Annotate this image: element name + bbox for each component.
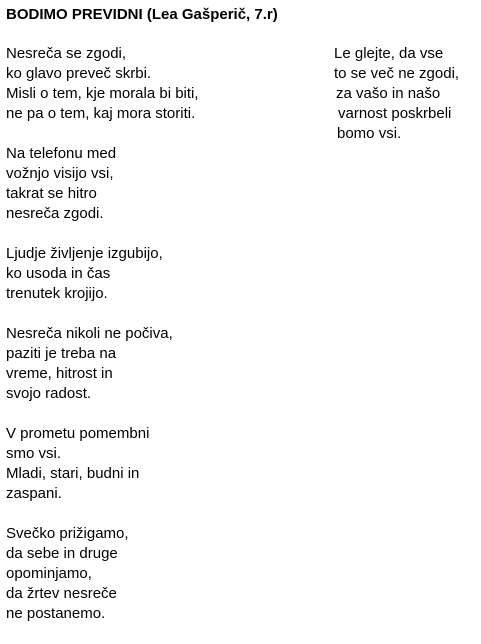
poem-line: Mladi, stari, budni in	[6, 465, 140, 482]
poem-line: Ljudje življenje izgubijo,	[6, 245, 163, 262]
poem-line: V prometu pomembni	[6, 425, 150, 442]
poem-line: Nesreča se zgodi,	[6, 45, 127, 62]
poem-line: trenutek krojijo.	[6, 285, 108, 302]
stanza-7	[334, 44, 479, 144]
poem-line: to se več ne zgodi,	[334, 65, 460, 82]
poem-line: vožnjo visijo vsi,	[6, 165, 114, 182]
poem-line: opominjamo,	[6, 565, 92, 582]
stanza-2	[6, 144, 326, 224]
poem-line: Na telefonu med	[6, 145, 117, 162]
poem-line: Le glejte, da vse	[334, 45, 444, 62]
stanza-1	[6, 44, 326, 124]
poem-right-column	[334, 44, 479, 164]
poem-title: BODIMO PREVIDNI (Lea Gašperič, 7.r)	[6, 6, 278, 23]
poem-line: zaspani.	[6, 485, 62, 502]
poem-line: takrat se hitro	[6, 185, 97, 202]
poem-line: da sebe in druge	[6, 545, 118, 562]
poem-line: ne postanemo.	[6, 605, 106, 622]
stanza-4	[6, 324, 326, 404]
poem-left-column	[6, 44, 326, 644]
poem-line: nesreča zgodi.	[6, 205, 104, 222]
poem-line: da žrtev nesreče	[6, 585, 117, 602]
poem-line: paziti je treba na	[6, 345, 117, 362]
poem-line: smo vsi.	[6, 445, 62, 462]
stanza-5	[6, 424, 326, 504]
poem-line: za vašo in našo	[336, 85, 441, 102]
poem-line: varnost poskrbeli	[338, 105, 452, 122]
poem-line: svojo radost.	[6, 385, 92, 402]
poem-line: ko usoda in čas	[6, 265, 111, 282]
poem-line: vreme, hitrost in	[6, 365, 113, 382]
poem-line: ko glavo preveč skrbi.	[6, 65, 152, 82]
poem-line: ne pa o tem, kaj mora storiti.	[6, 105, 196, 122]
stanza-6	[6, 524, 326, 624]
stanza-3	[6, 244, 326, 304]
poem-line: bomo vsi.	[337, 125, 402, 142]
poem-line: Nesreča nikoli ne počiva,	[6, 325, 173, 342]
poem-line: Misli o tem, kje morala bi biti,	[6, 85, 199, 102]
poem-line: Svečko prižigamo,	[6, 525, 129, 542]
